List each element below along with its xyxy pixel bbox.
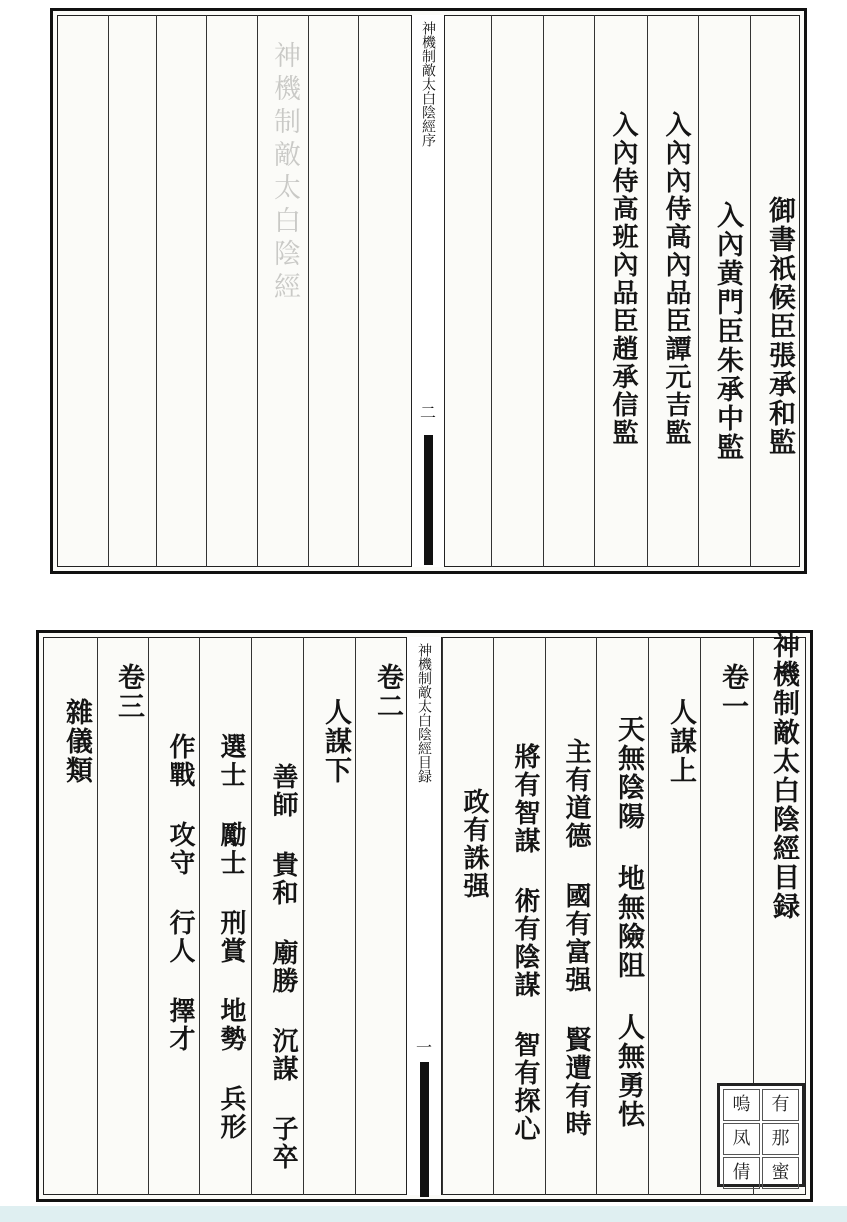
collector-seal-stamp: 嗚 有 凤 那 倩 蜜	[717, 1083, 805, 1187]
section-heading: 人謀下	[320, 698, 351, 785]
section-heading: 人謀上	[665, 698, 696, 785]
text-column: 入內內侍高內品臣譚元吉監	[661, 111, 691, 447]
bleed-through-text: 神機制敵太白陰經	[269, 41, 300, 305]
folio-number: 一	[415, 1038, 432, 1057]
toc-entries: 作戰 攻守 行人 擇才	[165, 733, 195, 1053]
spine-column	[411, 15, 445, 567]
bottom-page	[36, 630, 813, 1202]
text-column: 入內黄門臣朱承中監	[712, 201, 743, 462]
spine-title: 神機制敵太白陰經序	[420, 21, 436, 147]
viewer-bottom-bar	[0, 1206, 847, 1222]
chapter-heading: 卷一	[717, 663, 748, 721]
toc-entries: 選士 勵士 刑賞 地勢 兵形	[216, 733, 246, 1141]
spine-column	[406, 637, 442, 1195]
fishtail-mark	[420, 1062, 429, 1197]
folio-number: 二	[419, 403, 436, 422]
text-column: 入內侍高班內品臣趙承信監	[608, 111, 638, 447]
text-column: 御書祇候臣張承和監	[764, 196, 795, 457]
toc-entries: 政有誅强	[459, 788, 489, 900]
top-page	[50, 8, 807, 574]
toc-entries: 善師 貴和 廟勝 沉謀 子卒	[268, 763, 298, 1171]
toc-entries: 將有智謀 術有陰謀 智有探心	[510, 743, 540, 1143]
toc-entries: 天無陰陽 地無險阻 人無勇怯	[613, 715, 644, 1129]
fishtail-mark	[424, 435, 433, 565]
spine-title: 神機制敵太白陰經目録	[416, 643, 432, 783]
book-title: 神機制敵太白陰經目録	[768, 631, 799, 921]
toc-entries: 主有道德 國有富强 賢遭有時	[561, 738, 591, 1138]
chapter-heading: 卷三	[113, 663, 144, 721]
section-heading: 雜儀類	[61, 698, 92, 785]
chapter-heading: 卷二	[372, 663, 403, 721]
